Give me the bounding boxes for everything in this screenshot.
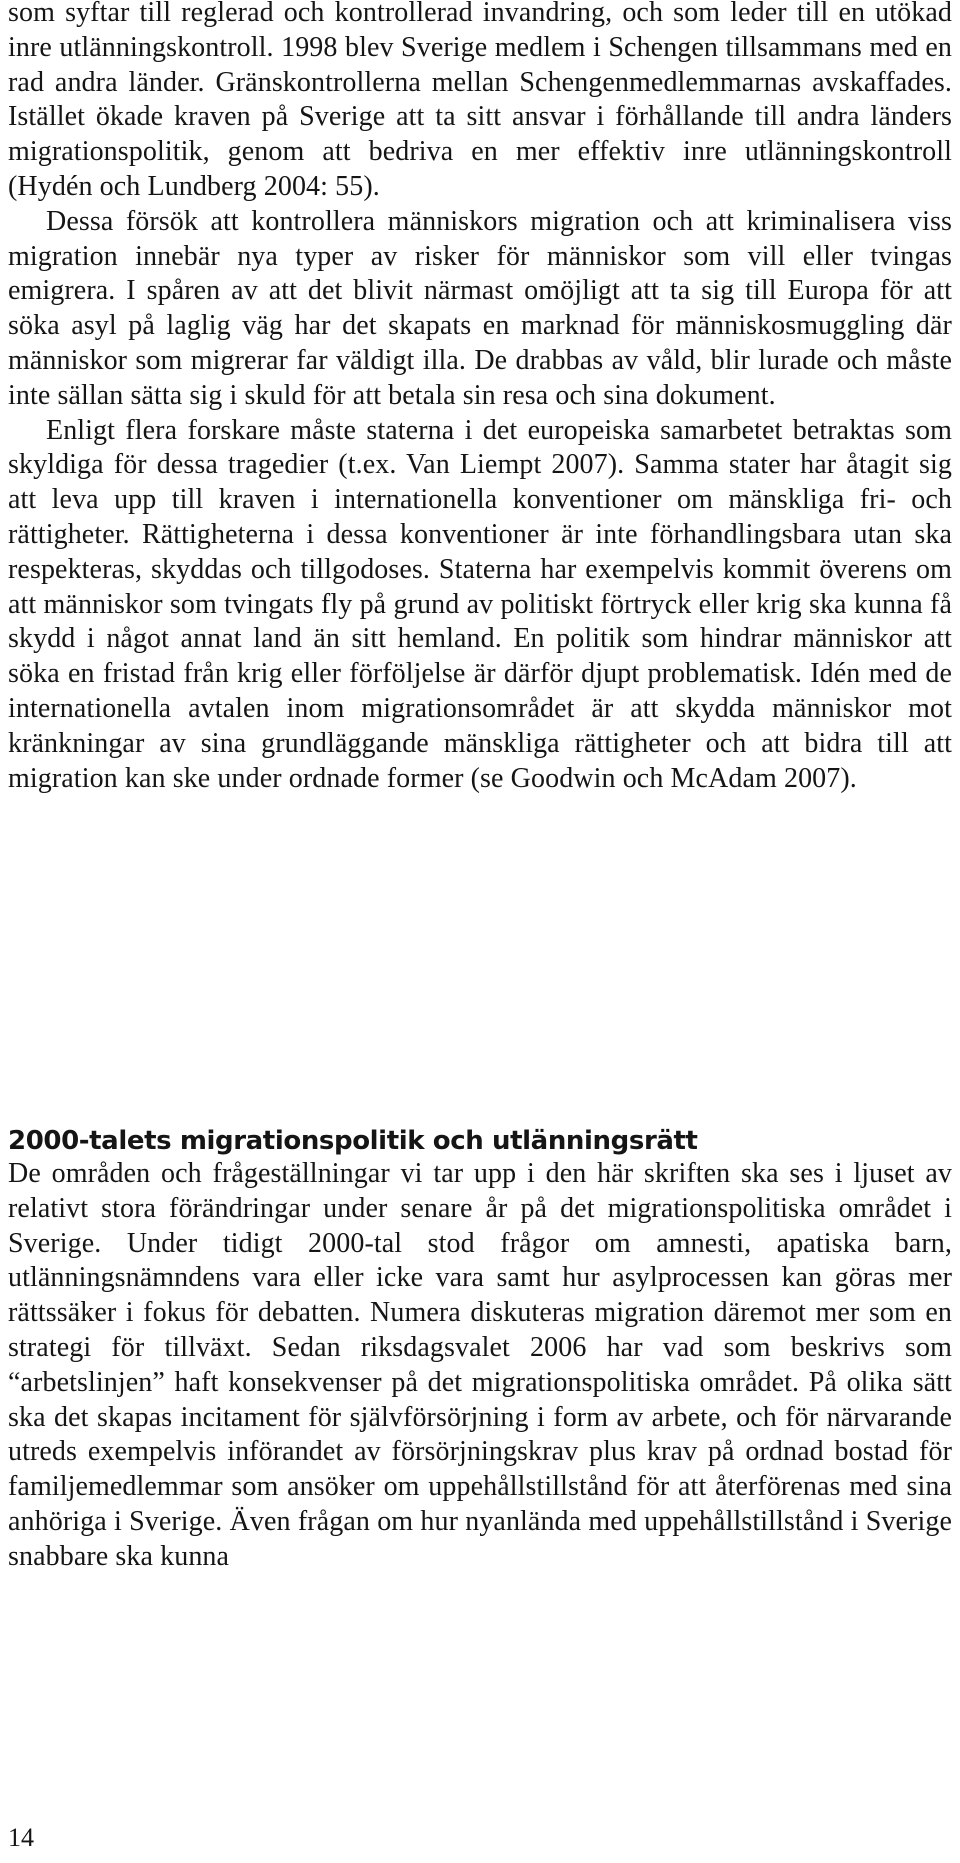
paragraph-policy-changes: De områden och frågeställningar vi tar upp i den här skriften ska ses i ljuset av relativt stora förändringar under senare år på det migrationspolitiska området i Sverige. Under tidigt 2000-tal stod frågor om amnesti, apatiska barn, utlänningsnämndens vara eller icke vara samt hur asylprocessen kan göras mer rättssäker i fokus för debatten. Numera diskuteras migration däremot mer som en strategi för tillväxt. Sedan riksdagsvalet 2006 har vad som beskrivs som “arbetslinjen” haft konsekvenser på det migrationspolitiska området. På olika sätt ska det skapas incitament för självförsörjning i form av arbete, och för närvarande utreds exempelvis införandet av försörjningskrav plus krav på ordnad bostad för familjemedlemmar som ansöker om uppehållstillstånd för att återförenas med sina anhöriga i Sverige. Även frågan om hur nyanlända med uppehållstillstånd i Sverige snabbare ska kunna xyxy=(8,1158,952,1572)
paragraph-schengen: som syftar till reglerad och kontrollerad invandring, och som leder till en utökad inre utlänningskontroll. 1998 blev Sverige medlem i Schengen tillsammans med en rad andra länder. Gränskontrollerna mellan Schengenmedlemmarnas avskaffades. Istället ökade kraven på Sverige att ta sitt ansvar i förhållande till andra länders migrationspolitik, genom att bedriva en mer effektiv inre utlänningskontroll (Hydén och Lundberg 2004: 55). xyxy=(8,0,952,202)
text-block-intro xyxy=(8,0,952,796)
text-block-section xyxy=(8,1157,952,1575)
page-number: 14 xyxy=(8,1823,34,1852)
document-page xyxy=(8,0,952,1863)
paragraph-migration-risks: Dessa försök att kontrollera människors migration och att kriminalisera viss migration innebär nya typer av risker för människor som vill eller tvingas emigrera. I spåren av att det blivit närmast omöjligt att ta sig till Europa för att söka asyl på laglig väg har det skapats en marknad för människosmuggling där människor som migrerar far väldigt illa. De drabbas av våld, blir lurade och måste inte sällan sätta sig i skuld för att betala sin resa och sina dokument. xyxy=(8,205,952,411)
section-heading: 2000-talets migrationspolitik och utlänningsrätt xyxy=(8,1126,698,1156)
paragraph-state-responsibility: Enligt flera forskare måste staterna i det europeiska samarbetet betraktas som skyldiga för dessa tragedier (t.ex. Van Liempt 2007). Samma stater har åtagit sig att leva upp till kraven i internationella konventioner om mänskliga fri- och rättigheter. Rättigheterna i dessa konventioner är inte förhandlingsbara utan ska respekteras, skyddas och tillgodoses. Staterna har exempelvis kommit överens om att människor som tvingats fly på grund av politiskt förtryck eller krig ska kunna få skydd i något annat land än sitt hemland. En politik som hindrar människor att söka en fristad från krig eller förföljelse är därför djupt problematisk. Idén med de internationella avtalen inom migrationsområdet är att skydda människor mot kränkningar av sina grundläggande mänskliga rättigheter och att bidra till att migration kan ske under ordnade former (se Goodwin och McAdam 2007). xyxy=(8,414,952,794)
